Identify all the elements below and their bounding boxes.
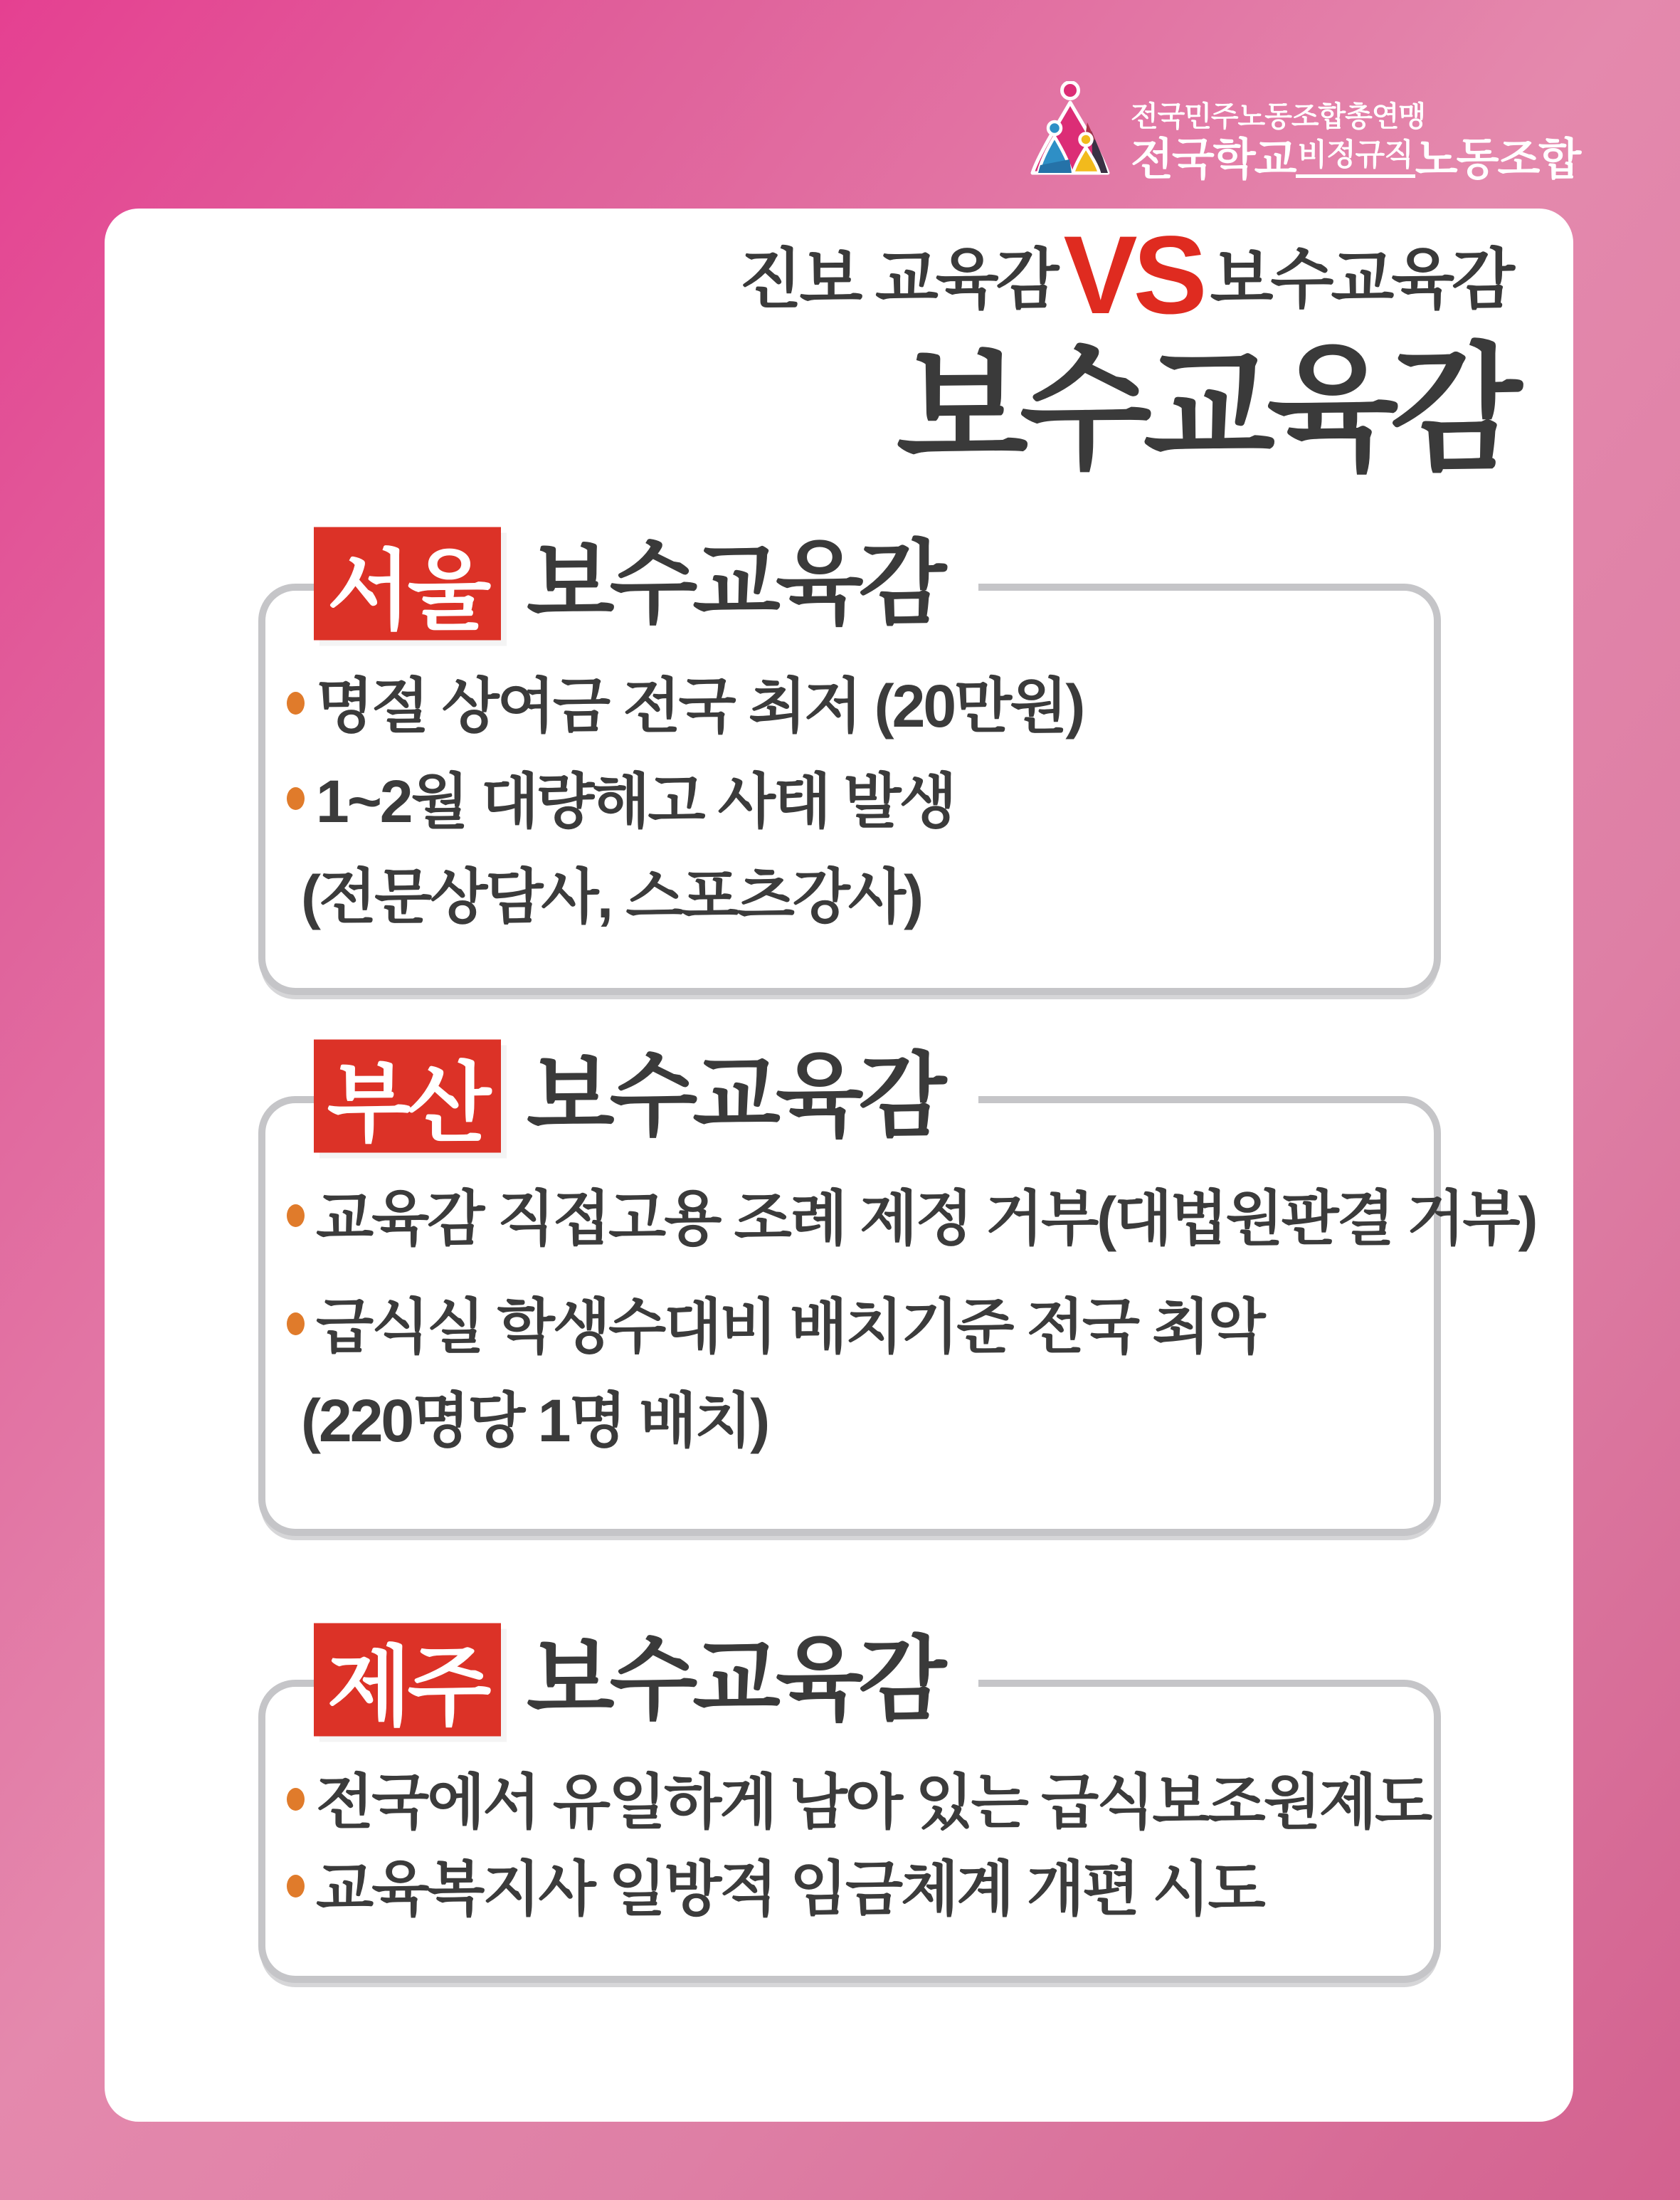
region-badge-jeju: 제주 [314,1623,501,1737]
section-jeju-title: 보수교육감 [527,1628,942,1730]
list-item [282,673,1417,740]
union-name [1131,135,1580,184]
list-item-continuation [282,863,1417,931]
section-busan [258,1045,1536,1536]
region-badge-busan: 부산 [314,1040,501,1153]
family-mountain-icon [1023,81,1116,177]
list-item-text: 명절 상여금 전국 최저 (20만원) [316,673,1084,740]
content-card [105,209,1573,2122]
list-item-text: 교육복지사 일방적 임금체계 개편 시도 [316,1856,1264,1923]
list-item [282,768,1417,836]
list-item [282,1856,1417,1923]
bullet-dot-icon [287,1875,305,1898]
union-name-prefix: 전국학교 [1131,135,1296,184]
section-jeju-header [314,1623,978,1737]
union-name-mid: 비정규직 [1296,140,1415,178]
section-seoul [258,532,1441,995]
compare-left-label: 진보 교육감 [739,243,1057,317]
union-name-suffix: 노동조합 [1415,135,1580,184]
section-seoul-header [314,527,978,641]
section-busan-header [314,1040,978,1153]
bullet-dot-icon [287,787,305,810]
section-jeju [258,1628,1441,1983]
list-item-text: (220명당 1명 배치) [301,1387,768,1455]
region-badge-seoul: 서울 [314,527,501,641]
list-item [282,1185,1536,1252]
compare-right-label: 보수교육감 [1210,243,1512,317]
federation-name: 전국민주노동조합총연맹 [1131,101,1426,132]
bullet-dot-icon [287,692,305,715]
list-item-text: 1~2월 대량해고 사태 발생 [316,768,955,836]
compare-headline [739,214,1512,337]
vs-label: VS [1063,214,1203,337]
list-item [282,1769,1431,1836]
section-busan-title: 보수교육감 [527,1045,942,1147]
list-item-text: 급식실 학생수대비 배치기준 전국 최악 [316,1293,1264,1361]
section-seoul-title: 보수교육감 [527,532,942,634]
union-logo [1023,81,1580,182]
bullet-dot-icon [287,1312,305,1335]
list-item-text: (전문상담사, 스포츠강사) [301,863,922,931]
page-title: 보수교육감 [896,332,1513,485]
union-logo-text [1131,81,1580,182]
bullet-dot-icon [287,1788,305,1811]
bullet-dot-icon [287,1204,305,1227]
list-item-text: 교육감 직접고용 조례 제정 거부(대법원판결 거부) [316,1185,1536,1252]
list-item [282,1293,1417,1361]
list-item-text: 전국에서 유일하게 남아 있는 급식보조원제도 [316,1769,1431,1836]
list-item-continuation [282,1387,1417,1455]
